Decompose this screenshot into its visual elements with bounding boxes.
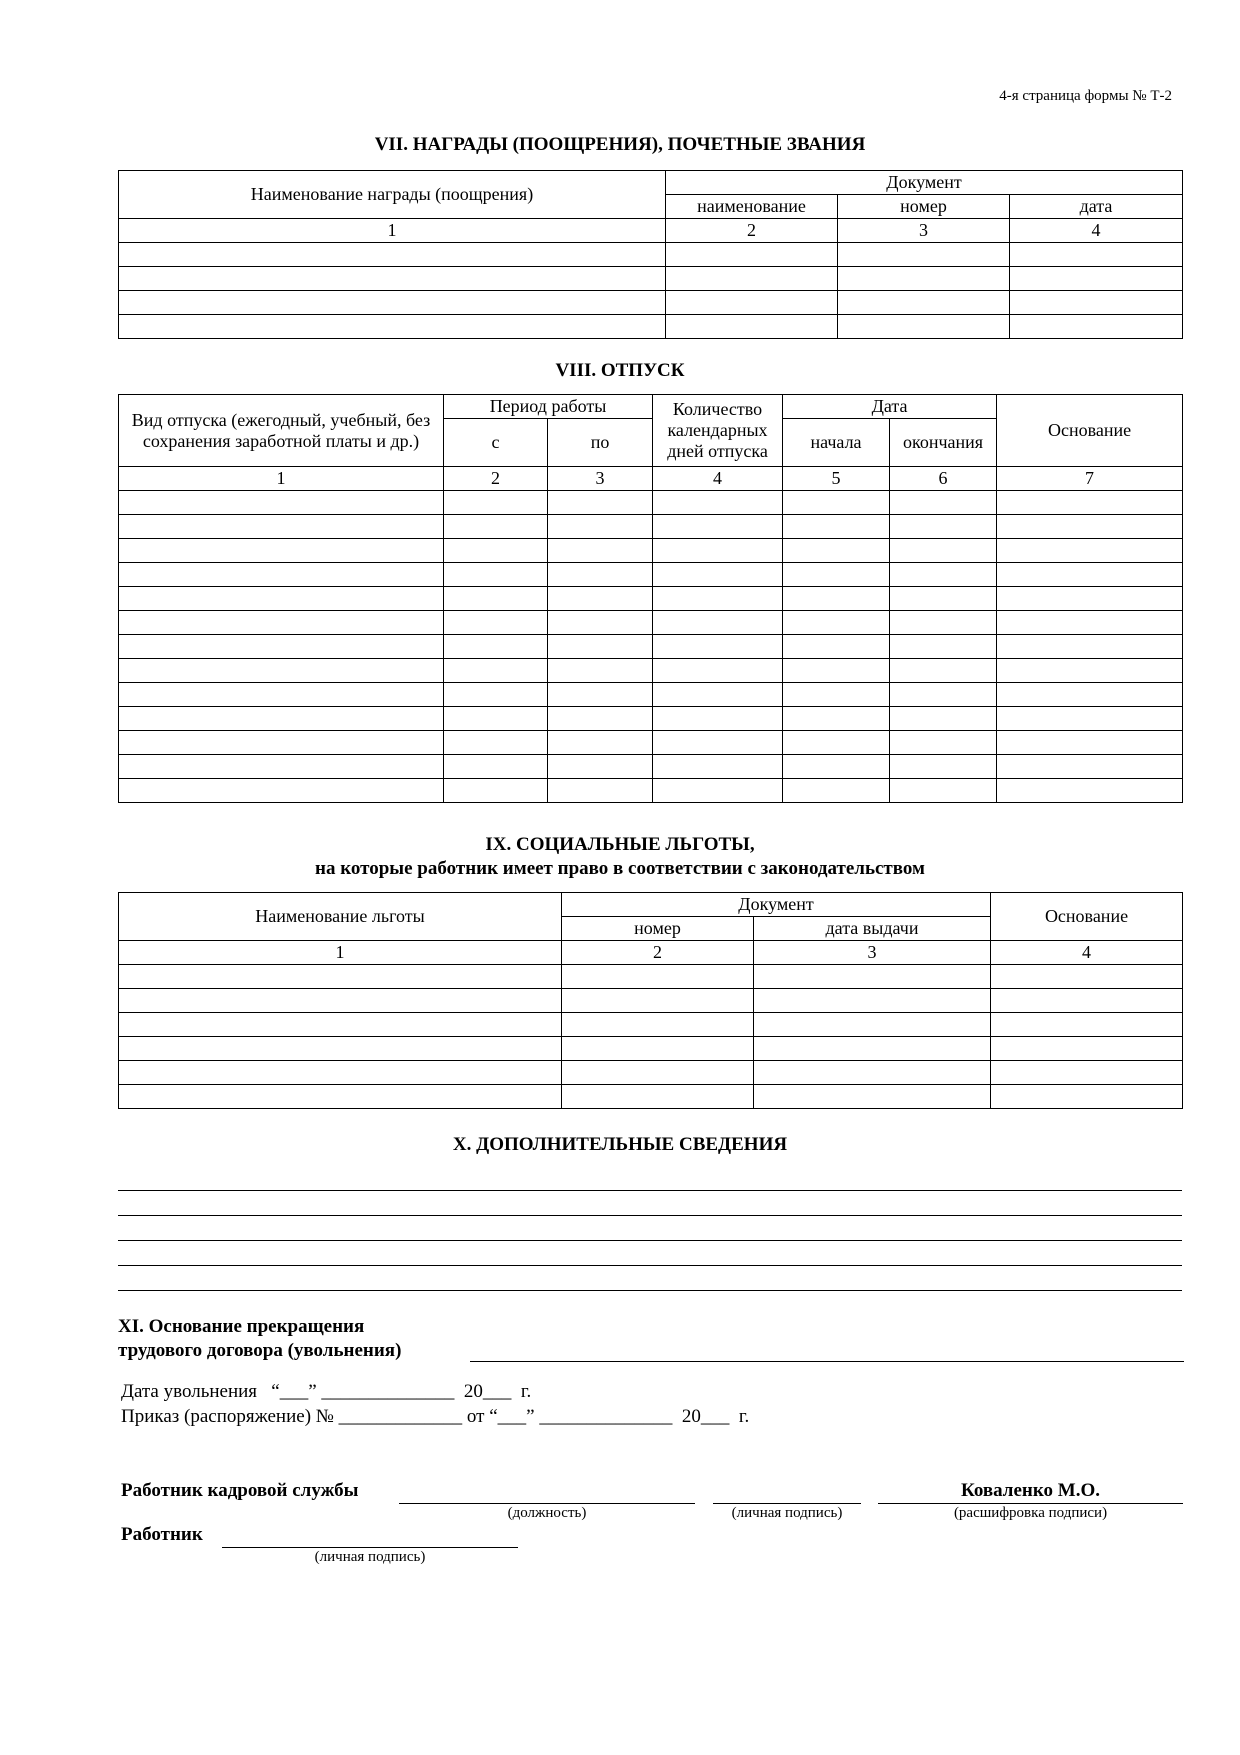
- column-number: 4: [991, 941, 1183, 965]
- column-number: 3: [754, 941, 991, 965]
- benefits-table: [118, 892, 1183, 1109]
- employee-label: Работник: [121, 1524, 203, 1545]
- table-row[interactable]: [119, 243, 1183, 267]
- form-page-label: 4-я страница формы № Т-2: [999, 88, 1172, 104]
- column-number: 2: [666, 219, 838, 243]
- awards-col-doc-number: номер: [838, 195, 1010, 219]
- table-row[interactable]: [119, 683, 1183, 707]
- hr-position-line[interactable]: [399, 1503, 695, 1504]
- table-row[interactable]: [119, 291, 1183, 315]
- benefits-col-document: Документ: [562, 893, 991, 917]
- caption-decoding: (расшифровка подписи): [953, 1505, 1108, 1521]
- vacation-col-basis: Основание: [997, 395, 1183, 467]
- awards-section-title: VII. НАГРАДЫ (ПООЩРЕНИЯ), ПОЧЕТНЫЕ ЗВАНИЯ: [374, 134, 866, 155]
- benefits-section-subtitle: на которые работник имеет право в соответствии с законодательством: [315, 858, 925, 879]
- order-line[interactable]: Приказ (распоряжение) № _____________ от “___” ______________ 20___ г.: [121, 1406, 750, 1427]
- table-row[interactable]: [119, 515, 1183, 539]
- vacation-col-to: по: [548, 419, 653, 467]
- table-row[interactable]: [119, 965, 1183, 989]
- column-number: 1: [119, 467, 444, 491]
- hr-signature-line[interactable]: [713, 1503, 861, 1504]
- column-number: 1: [119, 219, 666, 243]
- vacation-col-start: начала: [783, 419, 890, 467]
- table-row[interactable]: [119, 1013, 1183, 1037]
- termination-title-line2: трудового договора (увольнения): [118, 1340, 402, 1361]
- awards-col-name: Наименование награды (поощрения): [119, 171, 666, 219]
- benefits-col-name: Наименование льготы: [119, 893, 562, 941]
- vacation-col-period: Период работы: [444, 395, 653, 419]
- additional-line[interactable]: [118, 1215, 1182, 1216]
- column-number: 2: [562, 941, 754, 965]
- table-row[interactable]: [119, 267, 1183, 291]
- vacation-section-title: VIII. ОТПУСК: [555, 360, 685, 381]
- caption-position: (должность): [507, 1505, 587, 1521]
- awards-col-doc-name: наименование: [666, 195, 838, 219]
- table-row[interactable]: [119, 491, 1183, 515]
- vacation-col-end: окончания: [890, 419, 997, 467]
- column-number: 7: [997, 467, 1183, 491]
- employee-signature-line[interactable]: [222, 1547, 518, 1548]
- column-number: 3: [548, 467, 653, 491]
- table-row[interactable]: [119, 779, 1183, 803]
- additional-line[interactable]: [118, 1265, 1182, 1266]
- column-number: 6: [890, 467, 997, 491]
- additional-line[interactable]: [118, 1240, 1182, 1241]
- caption-employee-signature: (личная подпись): [314, 1549, 426, 1565]
- table-row[interactable]: [119, 563, 1183, 587]
- table-row[interactable]: [119, 989, 1183, 1013]
- table-row[interactable]: [119, 1085, 1183, 1109]
- termination-basis-line[interactable]: [470, 1361, 1184, 1362]
- column-number: 1: [119, 941, 562, 965]
- additional-section-title: X. ДОПОЛНИТЕЛЬНЫЕ СВЕДЕНИЯ: [452, 1134, 788, 1155]
- table-row[interactable]: [119, 539, 1183, 563]
- hr-decoding-line[interactable]: [878, 1503, 1183, 1504]
- hr-worker-name: Коваленко М.О.: [961, 1480, 1100, 1501]
- vacation-table: [118, 394, 1183, 803]
- table-row[interactable]: [119, 315, 1183, 339]
- table-row[interactable]: [119, 1037, 1183, 1061]
- awards-col-doc-date: дата: [1010, 195, 1183, 219]
- table-row[interactable]: [119, 587, 1183, 611]
- awards-col-document: Документ: [666, 171, 1183, 195]
- benefits-section-title: IX. СОЦИАЛЬНЫЕ ЛЬГОТЫ,: [485, 834, 755, 855]
- table-row[interactable]: [119, 659, 1183, 683]
- vacation-col-date: Дата: [783, 395, 997, 419]
- caption-signature: (личная подпись): [731, 1505, 843, 1521]
- table-row[interactable]: [119, 611, 1183, 635]
- column-number: 4: [653, 467, 783, 491]
- vacation-col-days: Количество календарных дней отпуска: [653, 395, 783, 467]
- column-number: 2: [444, 467, 548, 491]
- termination-title-line1: XI. Основание прекращения: [118, 1316, 365, 1337]
- hr-worker-label: Работник кадровой службы: [121, 1480, 359, 1501]
- benefits-col-issue-date: дата выдачи: [754, 917, 991, 941]
- vacation-col-type: Вид отпуска (ежегодный, учебный, без сохранения заработной платы и др.): [119, 395, 444, 467]
- dismissal-date-line[interactable]: Дата увольнения “___” ______________ 20___ г.: [121, 1381, 532, 1402]
- benefits-col-basis: Основание: [991, 893, 1183, 941]
- column-number: 4: [1010, 219, 1183, 243]
- additional-line[interactable]: [118, 1190, 1182, 1191]
- vacation-col-from: с: [444, 419, 548, 467]
- table-row[interactable]: [119, 755, 1183, 779]
- column-number: 5: [783, 467, 890, 491]
- benefits-col-number: номер: [562, 917, 754, 941]
- table-row[interactable]: [119, 1061, 1183, 1085]
- awards-table: [118, 170, 1183, 339]
- table-row[interactable]: [119, 707, 1183, 731]
- table-row[interactable]: [119, 635, 1183, 659]
- column-number: 3: [838, 219, 1010, 243]
- additional-line[interactable]: [118, 1290, 1182, 1291]
- table-row[interactable]: [119, 731, 1183, 755]
